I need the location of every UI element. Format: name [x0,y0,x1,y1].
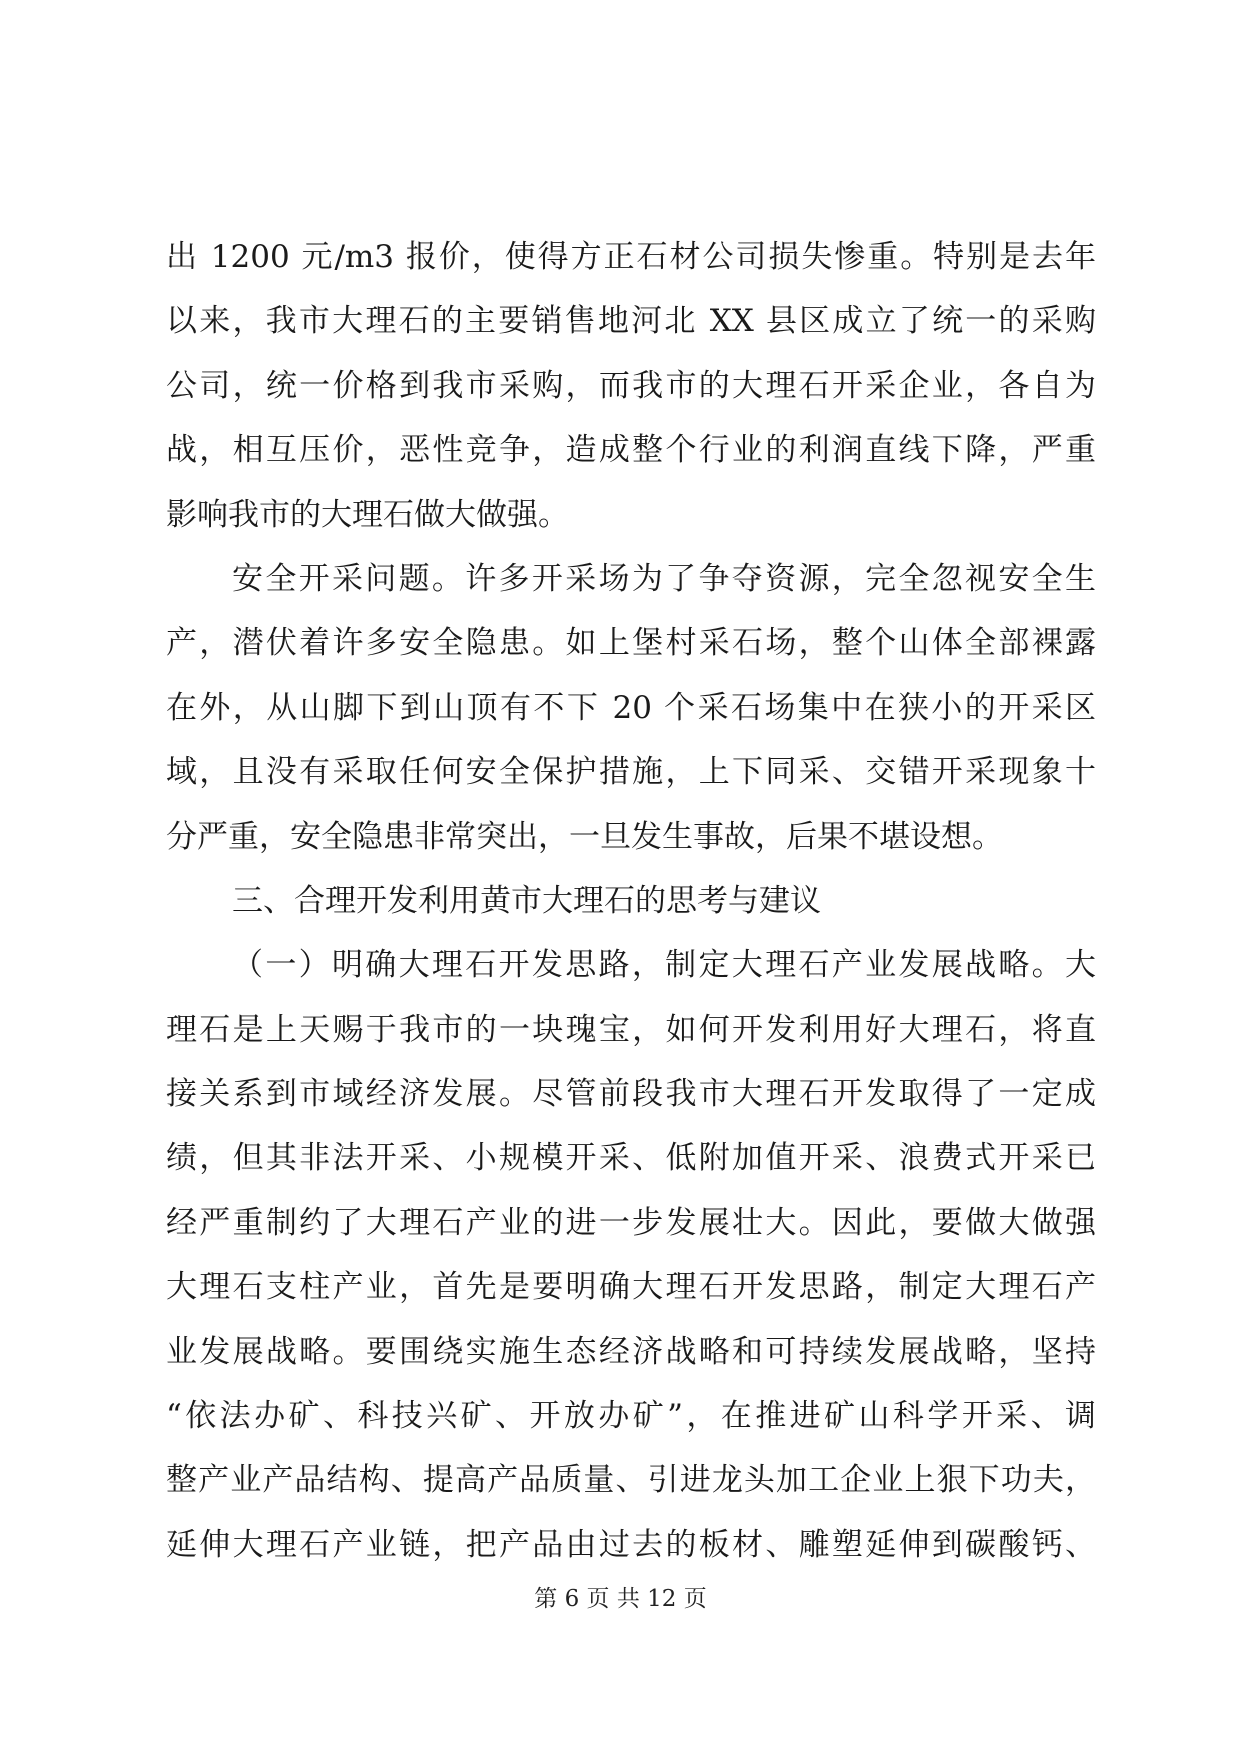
body-text [166,225,1096,1577]
text-line: 理石是上天赐于我市的一块瑰宝，如何开发利用好大理石，将直 [166,1011,1096,1048]
text-line: 以来，我市大理石的主要销售地河北 XX 县区成立了统一的采购 [166,303,1096,340]
text-line: 经严重制约了大理石产业的进一步发展壮大。因此，要做大做强 [166,1204,1096,1241]
page-number-footer: 第 6 页 共 12 页 [534,1586,707,1612]
text-line: 在外，从山脚下到山顶有不下 20 个采石场集中在狭小的开采区 [166,689,1096,726]
text-line: （一）明确大理石开发思路，制定大理石产业发展战略。大 [232,947,1096,984]
text-line: 战，相互压价，恶性竞争，造成整个行业的利润直线下降，严重 [166,432,1096,469]
text-line: 延伸大理石产业链，把产品由过去的板材、雕塑延伸到碳酸钙、 [166,1526,1096,1563]
text-line: 分严重，安全隐患非常突出，一旦发生事故，后果不堪设想。 [166,818,1003,855]
text-line: 安全开采问题。许多开采场为了争夺资源，完全忽视安全生 [232,560,1096,597]
text-line: 公司，统一价格到我市采购，而我市的大理石开采企业，各自为 [166,367,1096,404]
text-line: 影响我市的大理石做大做强。 [166,496,569,533]
text-line: 产，潜伏着许多安全隐患。如上堡村采石场，整个山体全部裸露 [166,625,1096,662]
text-line: 整产业产品结构、提高产品质量、引进龙头加工企业上狠下功夫， [166,1462,1096,1499]
text-line: 大理石支柱产业，首先是要明确大理石开发思路，制定大理石产 [166,1269,1096,1306]
text-line: 域，且没有采取任何安全保护措施，上下同采、交错开采现象十 [166,754,1096,791]
text-line: 绩，但其非法开采、小规模开采、低附加值开采、浪费式开采已 [166,1140,1096,1177]
text-line: 业发展战略。要围绕实施生态经济战略和可持续发展战略，坚持 [166,1333,1096,1370]
text-line: 接关系到市域经济发展。尽管前段我市大理石开发取得了一定成 [166,1076,1096,1113]
text-line: “依法办矿、科技兴矿、开放办矿”，在推进矿山科学开采、调 [166,1398,1096,1435]
text-line: 出 1200 元/m3 报价，使得方正石材公司损失惨重。特别是去年 [166,239,1096,275]
section-heading: 三、合理开发利用黄市大理石的思考与建议 [232,882,821,919]
